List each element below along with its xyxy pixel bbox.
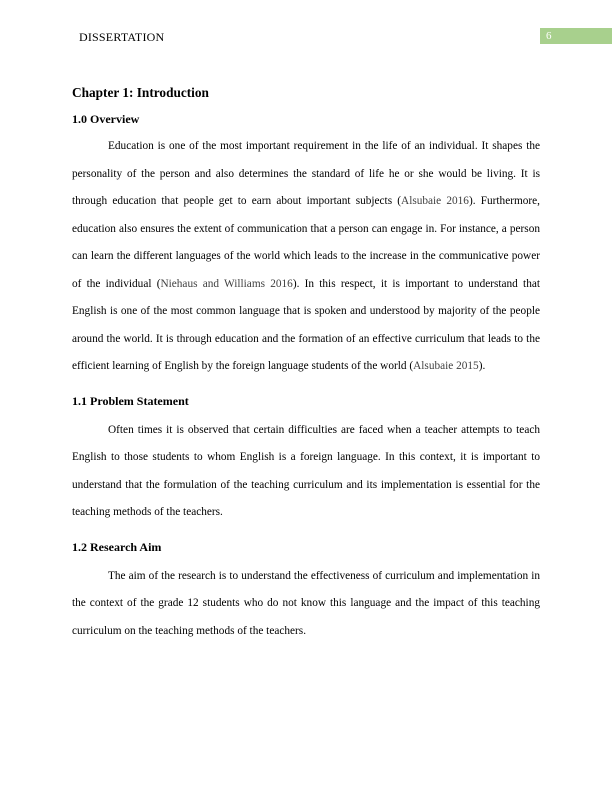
section-heading-overview: 1.0 Overview bbox=[72, 112, 140, 126]
citation-niehaus-williams-2016[interactable]: Niehaus and Williams 2016 bbox=[160, 277, 293, 290]
section-heading-problem-statement: 1.1 Problem Statement bbox=[72, 393, 189, 408]
document-body bbox=[72, 83, 540, 645]
running-header: DISSERTATION bbox=[79, 30, 165, 44]
chapter-title: Chapter 1: Introduction bbox=[72, 85, 209, 100]
overview-text-3: ). In this respect, it is important to understand that English is one of the most common language that is spoken and understood by majority of the people around the world. It is through education and the formation of an effective curriculum that leads to the efficient learning of English by the foreign language students of the world ( bbox=[72, 277, 540, 372]
problem-statement-paragraph: Often times it is observed that certain difficulties are faced when a teacher attempts to teach English to those students to whom English is a foreign language. In this context, it is important to understand that the formulation of the teaching curriculum and its implementation is essential for the teaching methods of the teachers. bbox=[72, 423, 540, 518]
section-heading-research-aim: 1.2 Research Aim bbox=[72, 539, 162, 554]
overview-text-4: ). bbox=[478, 360, 486, 372]
page-number-badge: 6 bbox=[540, 28, 612, 44]
overview-paragraph bbox=[72, 133, 540, 381]
citation-alsubaie-2016[interactable]: Alsubaie 2016 bbox=[401, 195, 469, 207]
overview-text-2: ). Furthermore, education also ensures the extent of communication that a person can engage in. For instance, a person can learn the different languages of the world which leads to the increase in the communicative power of the individual ( bbox=[72, 195, 541, 290]
research-aim-paragraph: The aim of the research is to understand the effectiveness of curriculum and implementation in the context of the grade 12 students who do not know this language and the impact of this teaching curriculum on the teaching methods of the teachers. bbox=[72, 569, 540, 637]
overview-text-1: Education is one of the most important requirement in the life of an individual. It shapes the personality of the person and also determines the standard of life he or she would be living. It is through education that people get to earn about important subjects ( bbox=[72, 140, 540, 207]
citation-alsubaie-2015[interactable]: Alsubaie 2015 bbox=[413, 360, 479, 372]
